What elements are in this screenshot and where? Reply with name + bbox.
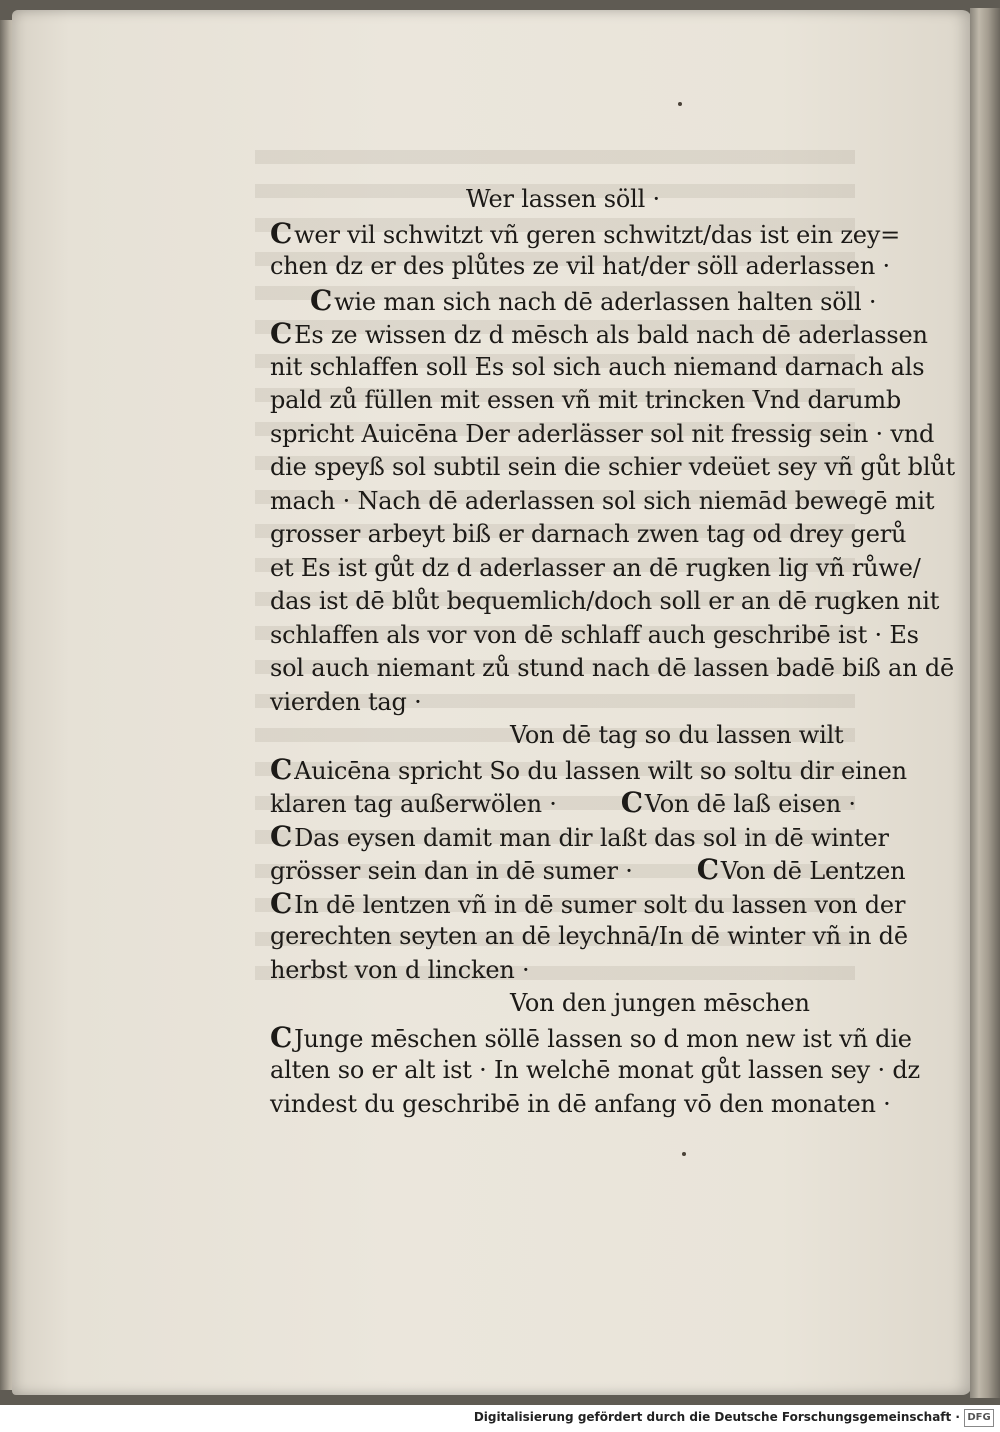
paragraph-mark: C (270, 317, 293, 350)
text-line (270, 418, 935, 452)
inline-heading-text: Von dē Lentzen (720, 857, 906, 885)
paragraph-mark: C (310, 283, 333, 317)
text-line (270, 987, 880, 1021)
line-text: grösser sein dan in dē sumer · (270, 857, 633, 885)
line-text: herbst von d lincken · (270, 955, 530, 984)
text-line (270, 485, 935, 519)
page-edge-right (970, 8, 1000, 1398)
line-text: In dē lentzen vñ in dē sumer solt du lassen von der (294, 890, 906, 919)
line-text: wer vil schwitzt vñ geren schwitzt/das ist ein zey= (294, 220, 901, 249)
line-text: mach · Nach dē aderlassen sol sich niemād bewegē mit (270, 486, 935, 515)
line-text: Von dē tag so du lassen wilt (510, 721, 844, 749)
inline-heading (696, 853, 906, 886)
line-text: pald zů füllen mit essen vñ mit trincken Vnd darumb (270, 386, 902, 414)
line-text: vierden tag · (270, 687, 422, 716)
line-text: et Es ist gůt dz d aderlasser an dē rugken lig vñ růwe/ (270, 553, 921, 582)
text-line (270, 719, 880, 753)
line-text: sol auch niemant zů stund nach dē lassen badē biß an dē (270, 654, 955, 682)
text-line (270, 853, 906, 887)
line-text: alten so er alt ist · In welchē monat gůt lassen sey · dz (270, 1056, 920, 1084)
text-line (270, 819, 889, 854)
text-line (270, 250, 890, 284)
text-line (270, 886, 906, 921)
inline-heading (620, 786, 856, 819)
line-text: vindest du geschribē in dē anfang vō den monaten · (270, 1089, 891, 1118)
paragraph-mark: C (696, 853, 719, 886)
text-line (270, 585, 940, 619)
text-line (270, 954, 880, 988)
line-text: nit schlaffen soll Es sol sich auch niemand darnach als (270, 352, 925, 381)
text-line (270, 216, 901, 251)
text-line (270, 384, 902, 418)
line-text: Das eysen damit man dir laßt das sol in dē winter (294, 823, 889, 852)
line-text: schlaffen als vor von dē schlaff auch geschribē ist · Es (270, 620, 919, 649)
line-text: Es ze wissen dz d mēsch als bald nach dē aderlassen (294, 321, 928, 349)
line-text: Junge mēschen söllē lassen so d mon new ist vñ die (294, 1024, 912, 1053)
text-line (270, 284, 880, 318)
line-text: Wer lassen söll · (466, 185, 660, 213)
line-text: klaren tag außerwölen · (270, 790, 557, 818)
line-text: grosser arbeyt biß er darnach zwen tag od drey gerů (270, 520, 907, 548)
line-text: Auicēna spricht So du lassen wilt so soltu dir einen (294, 756, 907, 785)
text-line (270, 786, 880, 820)
text-line (270, 351, 925, 385)
line-text: spricht Auicēna Der aderlässer sol nit fressig sein · vnd (270, 419, 935, 448)
line-text: Von den jungen mēschen (510, 989, 810, 1017)
text-line (270, 552, 921, 586)
line-text: wie man sich nach dē aderlassen halten söll · (334, 287, 877, 316)
text-line (270, 619, 919, 653)
paragraph-mark: C (270, 886, 293, 920)
page-text (270, 183, 955, 1121)
text-line (270, 652, 955, 686)
text-line (270, 1054, 920, 1088)
paragraph-mark: C (620, 786, 643, 819)
dfg-logo: DFG (964, 1409, 994, 1427)
paragraph-mark: C (270, 216, 293, 250)
text-line (270, 1020, 912, 1055)
text-line (270, 686, 880, 720)
text-line (270, 183, 880, 217)
paragraph-mark: C (270, 1020, 293, 1054)
paper-speck (682, 1152, 686, 1156)
paragraph-mark: C (270, 752, 293, 786)
paragraph-mark: C (270, 819, 293, 853)
text-line (270, 451, 955, 485)
paper-speck (678, 102, 682, 106)
text-line (270, 752, 907, 787)
text-line (270, 518, 907, 552)
line-text: das ist dē blůt bequemlich/doch soll er an dē rugken nit (270, 587, 940, 615)
text-line (270, 920, 908, 954)
line-text: gerechten seyten an dē leychnā/In dē winter vñ in dē (270, 922, 908, 950)
text-line (270, 1088, 891, 1122)
inline-heading-text: Von dē laß eisen · (644, 790, 856, 818)
footer-credit: Digitalisierung gefördert durch die Deutsche Forschungsgemeinschaft · (473, 1410, 960, 1424)
line-text: die speyß sol subtil sein die schier vdeüet sey vñ gůt blůt (270, 453, 955, 481)
line-text: chen dz er des plůtes ze vil hat/der söll aderlassen · (270, 252, 890, 280)
text-line (270, 317, 928, 351)
